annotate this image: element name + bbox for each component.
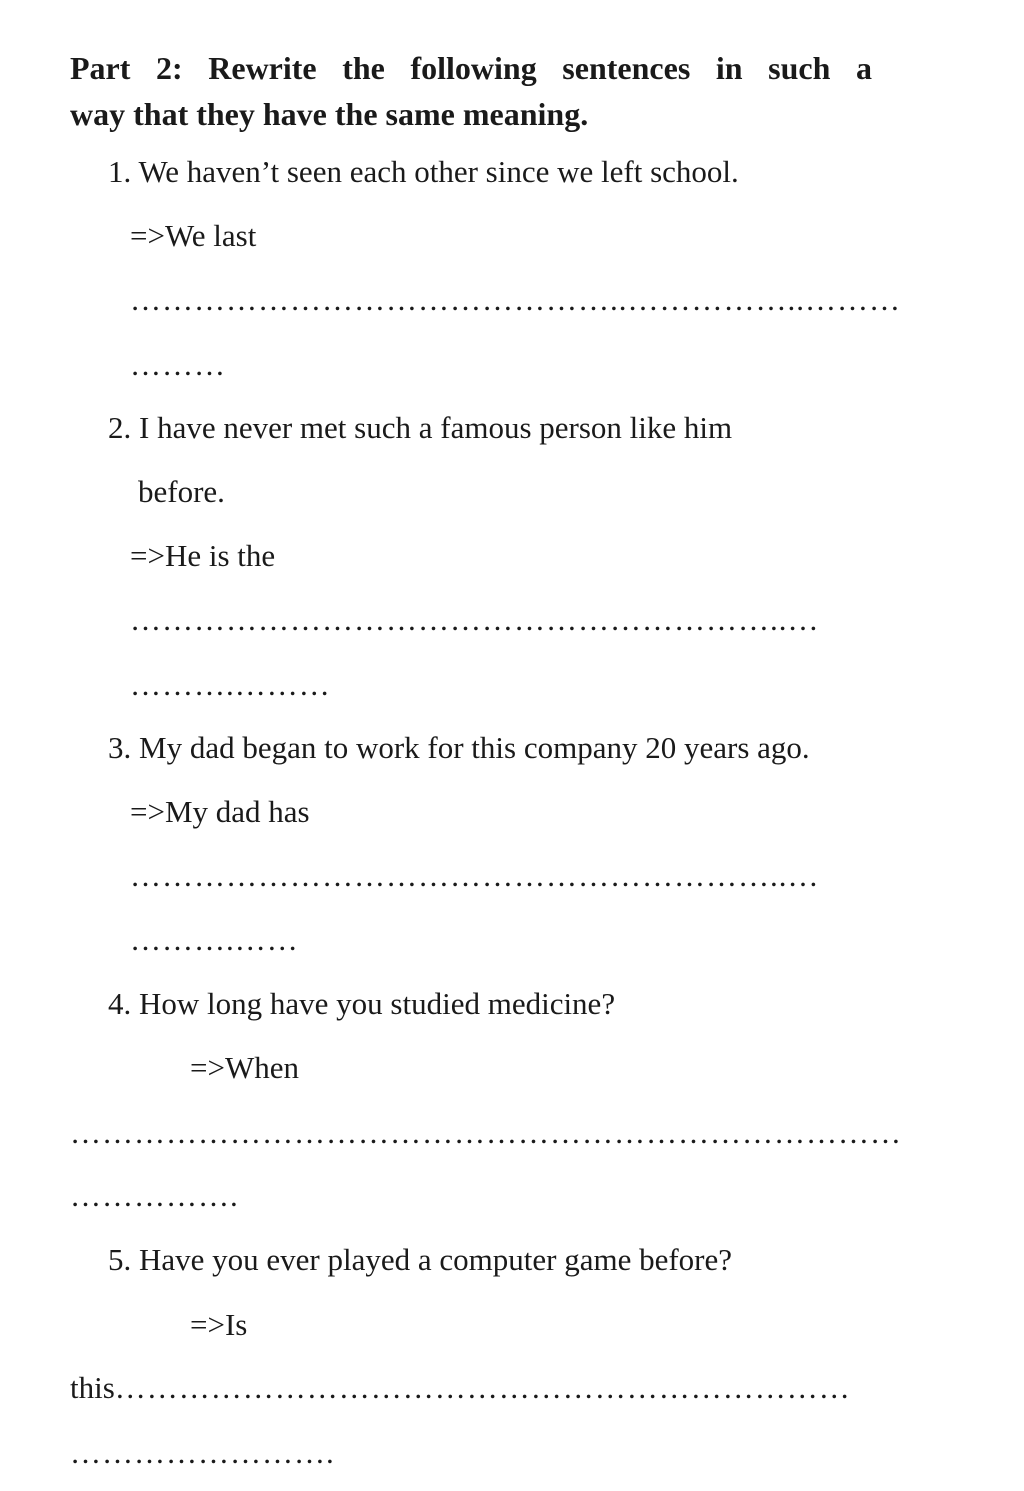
question-2-sentence: 2. I have never met such a famous person like him bbox=[108, 410, 733, 445]
question-5-answer-dots-continued: ……………………. bbox=[70, 1435, 335, 1470]
question-4-answer-dots: …………………………………………………………………… bbox=[70, 1115, 902, 1150]
question-5-answer-line bbox=[70, 1368, 851, 1408]
question-3-answer-prefix: =>My dad has bbox=[130, 794, 310, 829]
question-2-sentence-continued: before. bbox=[138, 474, 225, 509]
question-3-answer-dots-continued: ……….…… bbox=[130, 922, 299, 957]
question-5-answer-prefix: =>Is bbox=[190, 1307, 248, 1342]
question-5-sentence: 5. Have you ever played a computer game before? bbox=[108, 1242, 733, 1277]
question-4-sentence: 4. How long have you studied medicine? bbox=[108, 986, 616, 1021]
question-2-answer-prefix: =>He is the bbox=[130, 538, 276, 573]
question-2-answer-dots: ……………………………………………………..… bbox=[130, 602, 820, 637]
exercise-heading-line-2: way that they have the same meaning. bbox=[70, 96, 589, 132]
question-1-answer-prefix: =>We last bbox=[130, 218, 257, 253]
question-5-answer-line-start: this bbox=[70, 1370, 115, 1405]
question-1-answer-dots-continued: ……… bbox=[130, 347, 226, 382]
question-5-answer-dots: …………………………………………………………… bbox=[114, 1370, 851, 1405]
exercise-heading-line-1: Part 2: Rewrite the following sentences in such a bbox=[70, 50, 872, 86]
question-3-sentence: 3. My dad began to work for this company 20 years ago. bbox=[108, 730, 810, 765]
question-2-answer-dots-continued: ……….……… bbox=[130, 667, 331, 702]
question-3-answer-dots: ……………………………………………………..… bbox=[130, 858, 820, 893]
question-1-answer-dots: ………………………………………..……………..……… bbox=[130, 282, 901, 317]
question-1-sentence: 1. We haven’t seen each other since we left school. bbox=[108, 154, 739, 189]
question-4-answer-dots-continued: ……………. bbox=[70, 1178, 239, 1213]
question-4-answer-prefix: =>When bbox=[190, 1050, 299, 1085]
